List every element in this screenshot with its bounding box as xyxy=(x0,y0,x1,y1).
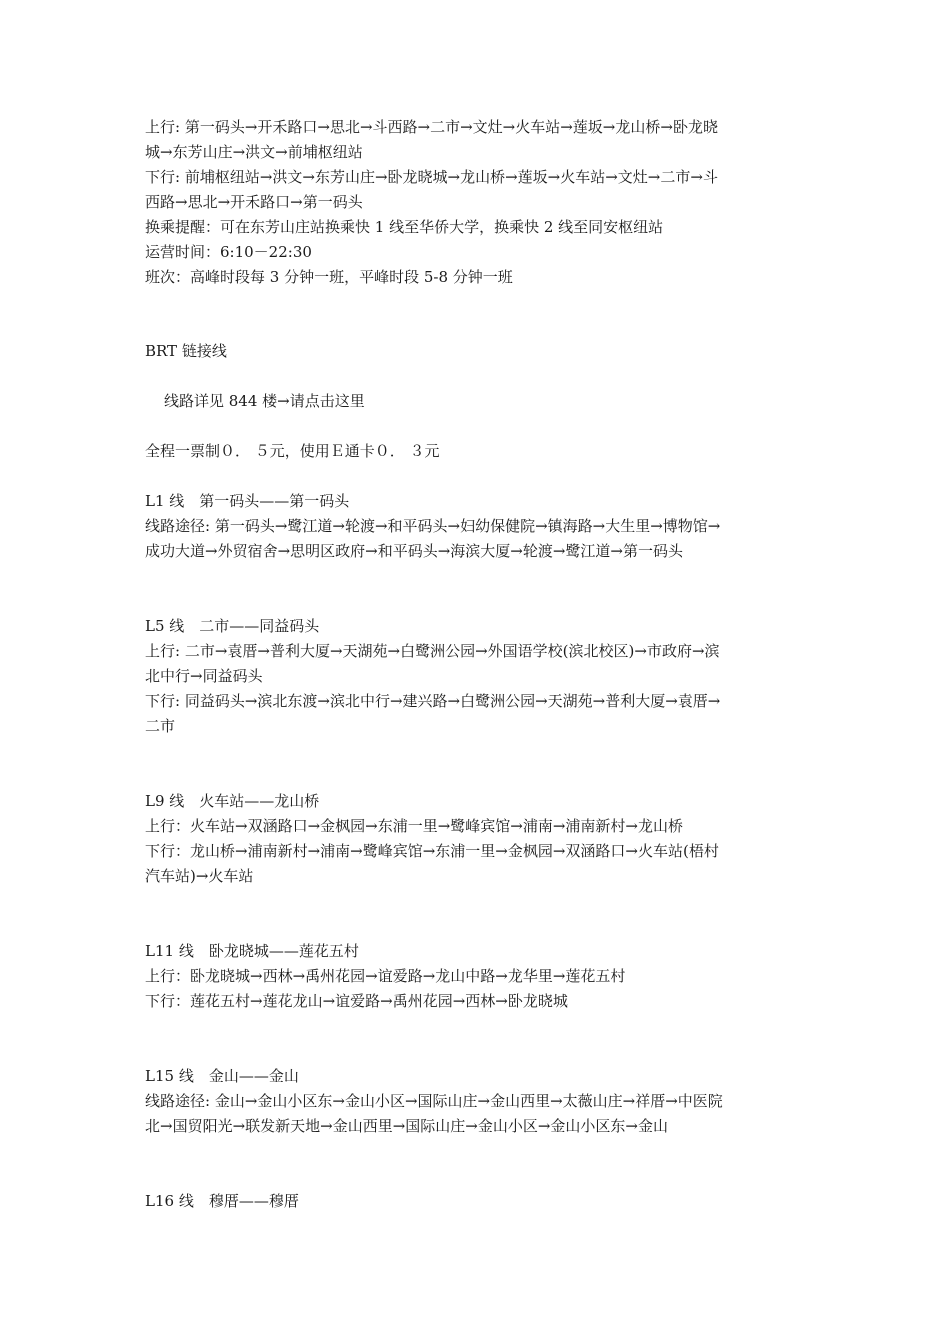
route-title-l9: L9 线 火车站——龙山桥 xyxy=(145,792,320,810)
route-stops-line-1: 线路途径: 金山→金山小区东→金山小区→国际山庄→金山西里→太薇山庄→祥厝→中医院 xyxy=(145,1092,723,1110)
route-title-l11: L11 线 卧龙晓城——莲花五村 xyxy=(145,942,359,960)
up-route-line-1: 上行: 第一码头→开禾路口→思北→斗西路→二市→文灶→火车站→莲坂→龙山桥→卧龙晓 xyxy=(145,118,718,136)
route-stops-line-2: 北→国贸阳光→联发新天地→金山西里→国际山庄→金山小区→金山小区东→金山 xyxy=(145,1117,668,1135)
down-route-line-1: 下行: 前埔枢纽站→洪文→东芳山庄→卧龙晓城→龙山桥→莲坂→火车站→文灶→二市→斗 xyxy=(145,168,718,186)
down-route-line-2: 汽车站)→火车站 xyxy=(145,867,254,885)
frequency-info: 班次：高峰时段每 3 分钟一班，平峰时段 5-8 分钟一班 xyxy=(145,268,513,286)
route-title-l16: L16 线 穆厝——穆厝 xyxy=(145,1192,299,1210)
route-block-l1 xyxy=(145,489,810,564)
down-route-line-1: 下行：龙山桥→浦南新村→浦南→鹭峰宾馆→东浦一里→金枫园→双涵路口→火车站(梧村 xyxy=(145,842,719,860)
route-block-l9 xyxy=(145,789,810,889)
brt-section-heading: BRT 链接线 xyxy=(145,342,227,360)
route-block-l15 xyxy=(145,1064,810,1139)
route-block-l11 xyxy=(145,939,810,1014)
down-route-line-2: 二市 xyxy=(145,717,176,735)
down-route-line-2: 西路→思北→开禾路口→第一码头 xyxy=(145,193,363,211)
route-title-l15: L15 线 金山——金山 xyxy=(145,1067,299,1085)
route-stops-line-1: 线路途径: 第一码头→鹭江道→轮渡→和平码头→妇幼保健院→镇海路→大生里→博物馆→ xyxy=(145,517,721,535)
up-route-line-2: 城→东芳山庄→洪文→前埔枢纽站 xyxy=(145,143,363,161)
route-title-l1: L1 线 第一码头——第一码头 xyxy=(145,492,350,510)
operating-hours: 运营时间：6:10－22:30 xyxy=(145,243,312,261)
document-page xyxy=(145,115,810,1214)
trunk-route-section xyxy=(145,115,810,290)
route-block-l5 xyxy=(145,614,810,739)
up-route-line-1: 上行: 二市→袁厝→普利大厦→天湖苑→白鹭洲公园→外国语学校(滨北校区)→市政府→滨 xyxy=(145,642,720,660)
route-block-l16 xyxy=(145,1189,810,1214)
down-route-line-1: 下行：莲花五村→莲花龙山→谊爱路→禹州花园→西林→卧龙晓城 xyxy=(145,992,568,1010)
fare-info: 全程一票制０． ５元，使用Ｅ通卡０． ３元 xyxy=(145,442,440,460)
down-route-line-1: 下行: 同益码头→滨北东渡→滨北中行→建兴路→白鹭洲公园→天湖苑→普利大厦→袁厝→ xyxy=(145,692,721,710)
route-title-l5: L5 线 二市——同益码头 xyxy=(145,617,320,635)
up-route-line-2: 北中行→同益码头 xyxy=(145,667,263,685)
route-stops-line-2: 成功大道→外贸宿舍→思明区政府→和平码头→海滨大厦→轮渡→鹭江道→第一码头 xyxy=(145,542,683,560)
details-link[interactable]: 线路详见 844 楼→请点击这里 xyxy=(164,392,365,410)
transfer-notice: 换乘提醒：可在东芳山庄站换乘快 1 线至华侨大学，换乘快 2 线至同安枢纽站 xyxy=(145,218,664,236)
up-route-line-1: 上行：卧龙晓城→西林→禹州花园→谊爱路→龙山中路→龙华里→莲花五村 xyxy=(145,967,626,985)
up-route-line-1: 上行：火车站→双涵路口→金枫园→东浦一里→鹭峰宾馆→浦南→浦南新村→龙山桥 xyxy=(145,817,683,835)
